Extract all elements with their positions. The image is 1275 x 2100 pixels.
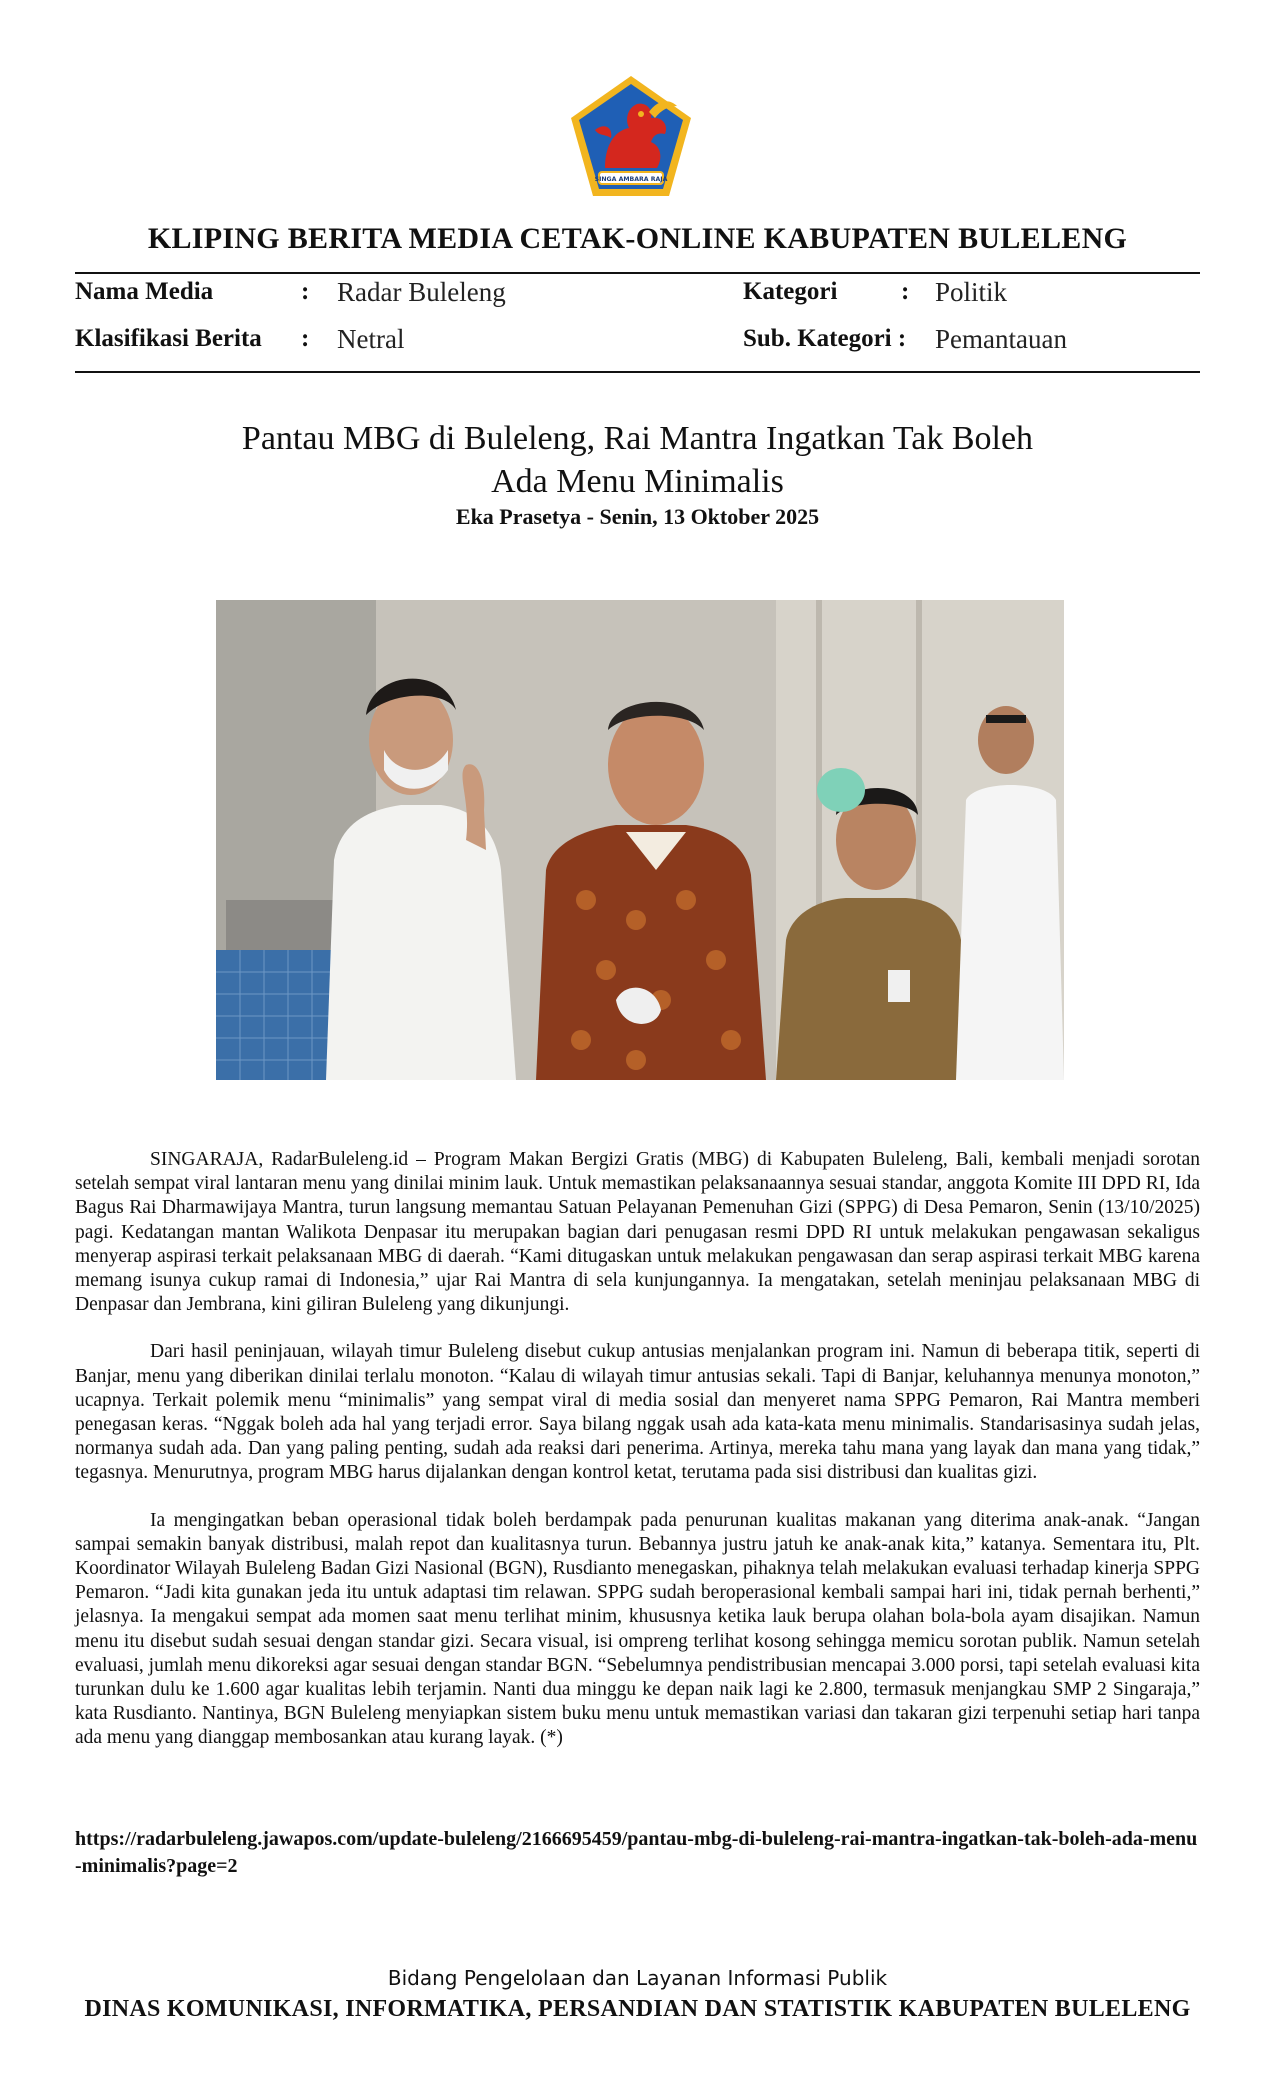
- headline-line-1: Pantau MBG di Buleleng, Rai Mantra Ingatkan Tak Boleh: [241, 420, 1034, 457]
- classification-label: Klasifikasi Berita: [75, 325, 262, 352]
- lion-emblem-icon: [565, 72, 697, 204]
- subcategory-value: Pemantauan: [935, 324, 1067, 354]
- article-paragraph-1: SINGARAJA, RadarBuleleng.id – Program Makan Bergizi Gratis (MBG) di Kabupaten Buleleng, Bali, kembali menjadi sorotan setelah sempat viral lantaran menu yang dinilai minim lauk. Untuk memastikan pelaksanaannya sesuai standar, anggota Komite III DPD RI, Ida Bagus Rai Dharmawijaya Mantra, turun langsung memantau Satuan Pelayanan Pemenuhan Gizi (SPPG) di Desa Pemaron, Senin (13/10/2025) pagi. Kedatangan mantan Walikota Denpasar itu merupakan bagian dari penugasan resmi DPD RI untuk melakukan pengawasan sekaligus menyerap aspirasi terkait pelaksanaan MBG di daerah. “Kami ditugaskan untuk melakukan pengawasan dan serap aspirasi terkait MBG karena memang isunya cukup ramai di Indonesia,” ujar Rai Mantra di sela kunjungannya. Ia mengatakan, setelah meninjau pelaksanaan MBG di Denpasar dan Jembrana, kini giliran Buleleng yang dikunjungi.: [75, 1149, 1200, 1316]
- article-paragraph-3: Ia mengingatkan beban operasional tidak boleh berdampak pada penurunan kualitas makanan yang diterima anak-anak. “Jangan sampai semakin banyak distribusi, malah repot dan kualitasnya turun. Bebannya justru jatuh ke anak-anak kita,” katanya. Sementara itu, Plt. Koordinator Wilayah Buleleng Badan Gizi Nasional (BGN), Rusdianto menegaskan, pihaknya telah melakukan evaluasi terhadap kinerja SPPG Pemaron. “Jadi kita gunakan jeda itu untuk adaptasi tim relawan. SPPG sudah beroperasional kembali sampai hari ini, tidak pernah berhenti,” jelasnya. Ia mengakui sempat ada momen saat menu terlihat minim, khususnya ketika lauk berupa olahan bola-bola ayam disajikan. Namun menu itu disebut sudah sesuai dengan standar gizi. Secara visual, isi ompreng terlihat kosong sehingga memicu sorotan publik. Namun setelah evaluasi, jumlah menu dikoreksi agar sesuai dengan standar BGN. “Sebelumnya pendistribusian mencapai 3.000 porsi, tapi setelah evaluasi kita turunkan dulu ke 1.600 agar kualitas lebih terjamin. Nanti dua minggu ke depan naik lagi ke 2.800, termasuk menjangkau SMP 2 Singaraja,” kata Rusdianto. Nantinya, BGN Buleleng menyiapkan sistem buku menu untuk memastikan variasi dan takaran gizi terpenuhi setiap hari tanpa ada menu yang dianggap membosankan atau kurang layak. (*): [75, 1509, 1200, 1749]
- classification-value: Netral: [337, 324, 405, 354]
- classification-separator: :: [301, 325, 310, 352]
- category-value: Politik: [935, 277, 1008, 307]
- headline-line-2: Ada Menu Minimalis: [491, 463, 784, 500]
- article-paragraph-2: Dari hasil peninjauan, wilayah timur Buleleng disebut cukup antusias menjalankan program ini. Namun di beberapa titik, seperti di Banjar, menu yang diberikan dinilai terlalu monoton. “Kalau di wilayah timur antusias sekali. Tapi di Banjar, keluhannya menunya monoton,” ucapnya. Terkait polemik menu “minimalis” yang sempat viral di media sosial dan menyeret nama SPPG Pemaron, Rai Mantra memberi penegasan keras. “Nggak boleh ada hal yang terjadi error. Saya bilang nggak usah ada kata-kata menu minimalis. Standarisasinya sudah jelas, normanya sudah ada. Dan yang paling penting, sudah ada reaksi dari penerima. Artinya, mereka tahu mana yang layak dan mana yang tidak,” tegasnya. Menurutnya, program MBG harus dijalankan dengan kontrol ketat, terutama pada sisi distribusi dan kualitas gizi.: [75, 1341, 1200, 1484]
- media-label: Nama Media: [75, 278, 214, 305]
- header-divider-bottom: [75, 371, 1200, 373]
- media-separator: :: [301, 278, 310, 305]
- logo-motto-text: SINGA AMBARA RAJA: [594, 176, 668, 183]
- category-label: Kategori: [743, 278, 838, 305]
- article-byline: Eka Prasetya - Senin, 13 Oktober 2025: [455, 504, 820, 529]
- subcategory-label: Sub. Kategori :: [743, 325, 907, 352]
- meta-row-classification: [75, 325, 1200, 365]
- source-link[interactable]: https://radarbuleleng.jawapos.com/update-buleleng/2166695459/pantau-mbg-di-buleleng-rai-mantra-ingatkan-tak-boleh-ada-menu-minimalis?page=2: [75, 1828, 1198, 1877]
- header-divider-top: [75, 272, 1200, 274]
- media-value: Radar Buleleng: [337, 277, 506, 307]
- article-body: [75, 1148, 1200, 1774]
- category-separator: :: [901, 278, 910, 305]
- footer-department: Bidang Pengelolaan dan Layanan Informasi Publik: [387, 1966, 888, 1990]
- page-title: KLIPING BERITA MEDIA CETAK-ONLINE KABUPATEN BULELENG: [147, 222, 1128, 255]
- article-headline: [140, 417, 1135, 503]
- meta-row-media: [75, 278, 1200, 318]
- footer-agency: DINAS KOMUNIKASI, INFORMATIKA, PERSANDIAN DAN STATISTIK KABUPATEN BULELENG: [84, 1996, 1191, 2022]
- regency-logo: [565, 72, 697, 204]
- article-photo: [216, 600, 1064, 1080]
